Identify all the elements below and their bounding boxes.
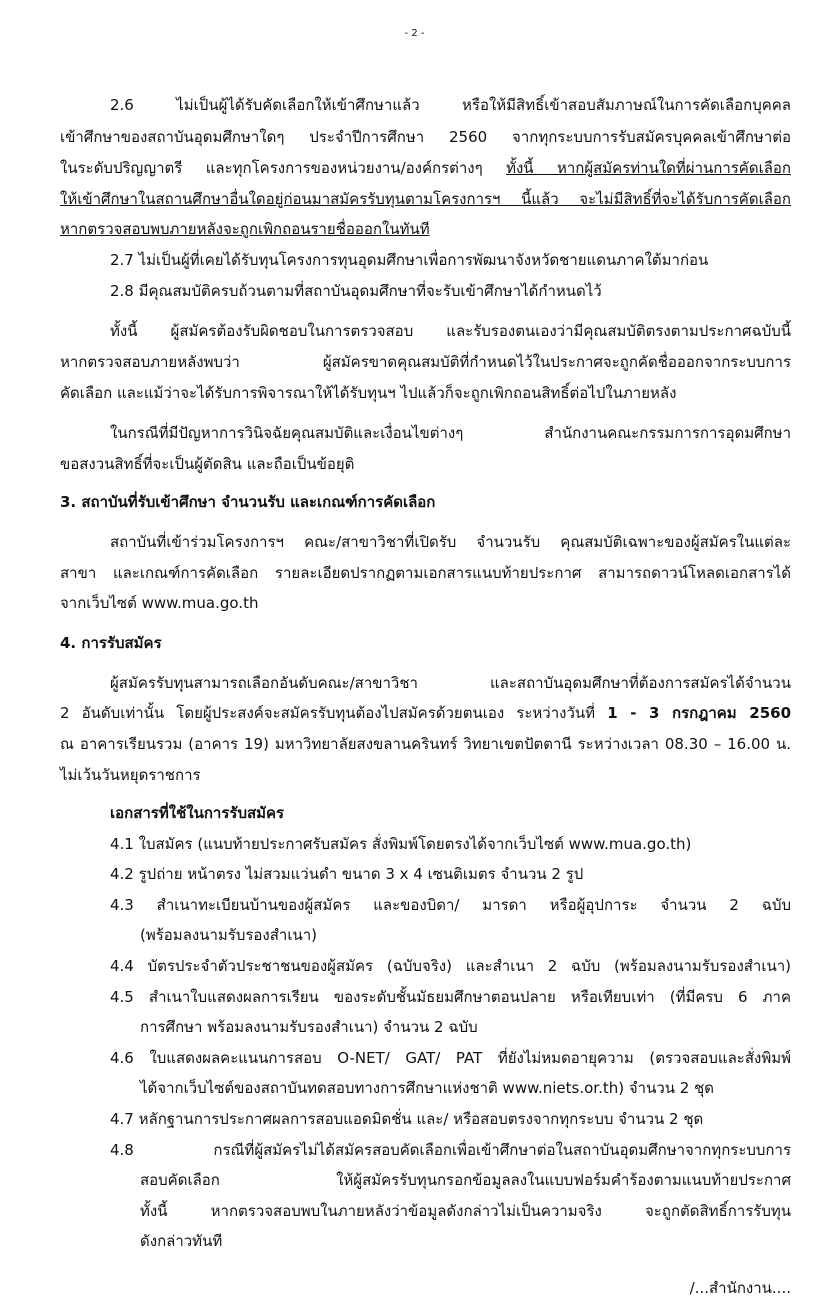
document-4-3: 4.3 สำเนาทะเบียนบ้านของผู้สมัคร และของบิดา/ มารดา หรือผู้อุปการะ จำนวน 2 ฉบับ: [110, 896, 791, 914]
item-2-6-line-5: หากตรวจสอบพบภายหลังจะถูกเพิกถอนรายชื่อออกในทันที: [60, 220, 430, 238]
responsibility-line-1: ทั้งนี้ ผู้สมัครต้องรับผิดชอบในการตรวจสอบ และรับรองตนเองว่ามีคุณสมบัติตรงตามประกาศฉบับนี้: [110, 322, 791, 340]
section-3-line-3: จากเว็บไซต์ www.mua.go.th: [60, 594, 259, 612]
document-4-8-continued-1: สอบคัดเลือก ให้ผู้สมัครรับทุนกรอกข้อมูลลงในแบบฟอร์มคำร้องตามแนบท้ายประกาศ: [140, 1171, 791, 1189]
item-2-6-line-4: ให้เข้าศึกษาในสถานศึกษาอื่นใดอยู่ก่อนมาสมัครรับทุนตามโครงการฯ นี้แล้ว จะไม่มีสิทธิ์ที่จะได้รับการคัดเลือก: [60, 190, 791, 208]
item-2-8: 2.8 มีคุณสมบัติครบถ้วนตามที่สถาบันอุดมศึกษาที่จะรับเข้าศึกษาได้กำหนดไว้: [110, 282, 602, 300]
application-dates: 1 - 3 กรกฎาคม 2560: [607, 704, 792, 722]
continuation-marker: /...สำนักงาน....: [689, 1279, 791, 1297]
document-4-6-continued: ได้จากเว็บไซต์ของสถาบันทดสอบทางการศึกษาแห่งชาติ www.niets.or.th) จำนวน 2 ชุด: [140, 1079, 715, 1097]
document-4-4: 4.4 บัตรประจำตัวประชาชนของผู้สมัคร (ฉบับจริง) และสำเนา 2 ฉบับ (พร้อมลงนามรับรองสำเนา): [110, 957, 791, 975]
item-2-6-line-1: 2.6 ไม่เป็นผู้ได้รับคัดเลือกให้เข้าศึกษาแล้ว หรือให้มีสิทธิ์เข้าสอบสัมภาษณ์ในการคัดเลือกบุคคล: [110, 96, 791, 114]
document-4-2: 4.2 รูปถ่าย หน้าตรง ไม่สวมแว่นดำ ขนาด 3 x 4 เซนติเมตร จำนวน 2 รูป: [110, 865, 584, 883]
document-4-5-continued: การศึกษา พร้อมลงนามรับรองสำเนา) จำนวน 2 ฉบับ: [140, 1018, 478, 1036]
section-3-line-2: สาขา และเกณฑ์การคัดเลือก รายละเอียดปรากฏตามเอกสารแนบท้ายประกาศ สามารถดาวน์โหลดเอกสารได้: [60, 564, 791, 582]
item-2-7: 2.7 ไม่เป็นผู้ที่เคยได้รับทุนโครงการทุนอุดมศึกษาเพื่อการพัฒนาจังหวัดชายแดนภาคใต้มาก่อน: [110, 251, 709, 269]
section-4-line-2-text: 2 อันดับเท่านั้น โดยผู้ประสงค์จะสมัครรับทุนต้องไปสมัครด้วยตนเอง ระหว่างวันที่: [60, 704, 608, 722]
document-4-5: 4.5 สำเนาใบแสดงผลการเรียน ของระดับชั้นมัธยมศึกษาตอนปลาย หรือเทียบเท่า (ที่มีครบ 6 ภาค: [110, 988, 791, 1006]
item-2-6-line-3-text: ในระดับปริญญาตรี และทุกโครงการของหน่วยงาน/องค์กรต่างๆ: [60, 159, 507, 177]
section-4-line-4: ไม่เว้นวันหยุดราชการ: [60, 766, 201, 784]
document-4-7: 4.7 หลักฐานการประกาศผลการสอบแอดมิดชั่น และ/ หรือสอบตรงจากทุกระบบ จำนวน 2 ชุด: [110, 1110, 704, 1128]
item-2-6-underlined-condition: ทั้งนี้ หากผู้สมัครท่านใดที่ผ่านการคัดเลือก: [506, 159, 791, 177]
section-4-line-1: ผู้สมัครรับทุนสามารถเลือกอันดับคณะ/สาขาวิชา และสถาบันอุดมศึกษาที่ต้องการสมัครได้จำนวน: [110, 674, 791, 692]
document-4-3-continued: (พร้อมลงนามรับรองสำเนา): [140, 926, 317, 944]
document-4-1: 4.1 ใบสมัคร (แนบท้ายประกาศรับสมัคร สั่งพิมพ์โดยตรงได้จากเว็บไซต์ www.mua.go.th): [110, 835, 692, 853]
document-4-8-continued-3: ดังกล่าวทันที: [140, 1232, 223, 1250]
section-3-heading: 3. สถาบันที่รับเข้าศึกษา จำนวนรับ และเกณฑ์การคัดเลือก: [60, 493, 436, 511]
item-2-6-line-2: เข้าศึกษาของสถาบันอุดมศึกษาใดๆ ประจำปีการศึกษา 2560 จากทุกระบบการรับสมัครบุคคลเข้าศึกษาต่อ: [60, 128, 791, 146]
document-4-8-continued-2: ทั้งนี้ หากตรวจสอบพบในภายหลังว่าข้อมูลดังกล่าวไม่เป็นความจริง จะถูกตัดสิทธิ์การรับทุน: [140, 1202, 791, 1220]
section-4-heading: 4. การรับสมัคร: [60, 634, 162, 652]
responsibility-line-2: หากตรวจสอบภายหลังพบว่า ผู้สมัครขาดคุณสมบัติที่กำหนดไว้ในประกาศจะถูกคัดชื่อออกจากระบบการ: [60, 353, 791, 371]
rights-line-1: ในกรณีที่มีปัญหาการวินิจฉัยคุณสมบัติและเงื่อนไขต่างๆ สำนักงานคณะกรรมการการอุดมศึกษา: [110, 424, 791, 442]
documents-heading: เอกสารที่ใช้ในการรับสมัคร: [110, 804, 285, 822]
section-3-line-1: สถาบันที่เข้าร่วมโครงการฯ คณะ/สาขาวิชาที่เปิดรับ จำนวนรับ คุณสมบัติเฉพาะของผู้สมัครในแต่ละ: [110, 533, 791, 551]
item-2-6-line-3: [60, 158, 791, 178]
responsibility-line-3: คัดเลือก และแม้ว่าจะได้รับการพิจารณาให้ได้รับทุนฯ ไปแล้วก็จะถูกเพิกถอนสิทธิ์ต่อไปในภายหลัง: [60, 384, 677, 402]
page-number: - 2 -: [404, 28, 425, 39]
section-4-line-3: ณ อาคารเรียนรวม (อาคาร 19) มหาวิทยาลัยสงขลานครินทร์ วิทยาเขตปัตตานี ระหว่างเวลา 08.30 – 16.00 น.: [60, 735, 791, 753]
document-4-6: 4.6 ใบแสดงผลคะแนนการสอบ O-NET/ GAT/ PAT ที่ยังไม่หมดอายุความ (ตรวจสอบและสั่งพิมพ์: [110, 1049, 791, 1067]
rights-line-2: ขอสงวนสิทธิ์ที่จะเป็นผู้ตัดสิน และถือเป็นข้อยุติ: [60, 455, 355, 473]
section-4-line-2: [60, 703, 791, 723]
document-4-8: 4.8 กรณีที่ผู้สมัครไม่ได้สมัครสอบคัดเลือกเพื่อเข้าศึกษาต่อในสถาบันอุดมศึกษาจากทุกระบบการ: [110, 1141, 791, 1159]
